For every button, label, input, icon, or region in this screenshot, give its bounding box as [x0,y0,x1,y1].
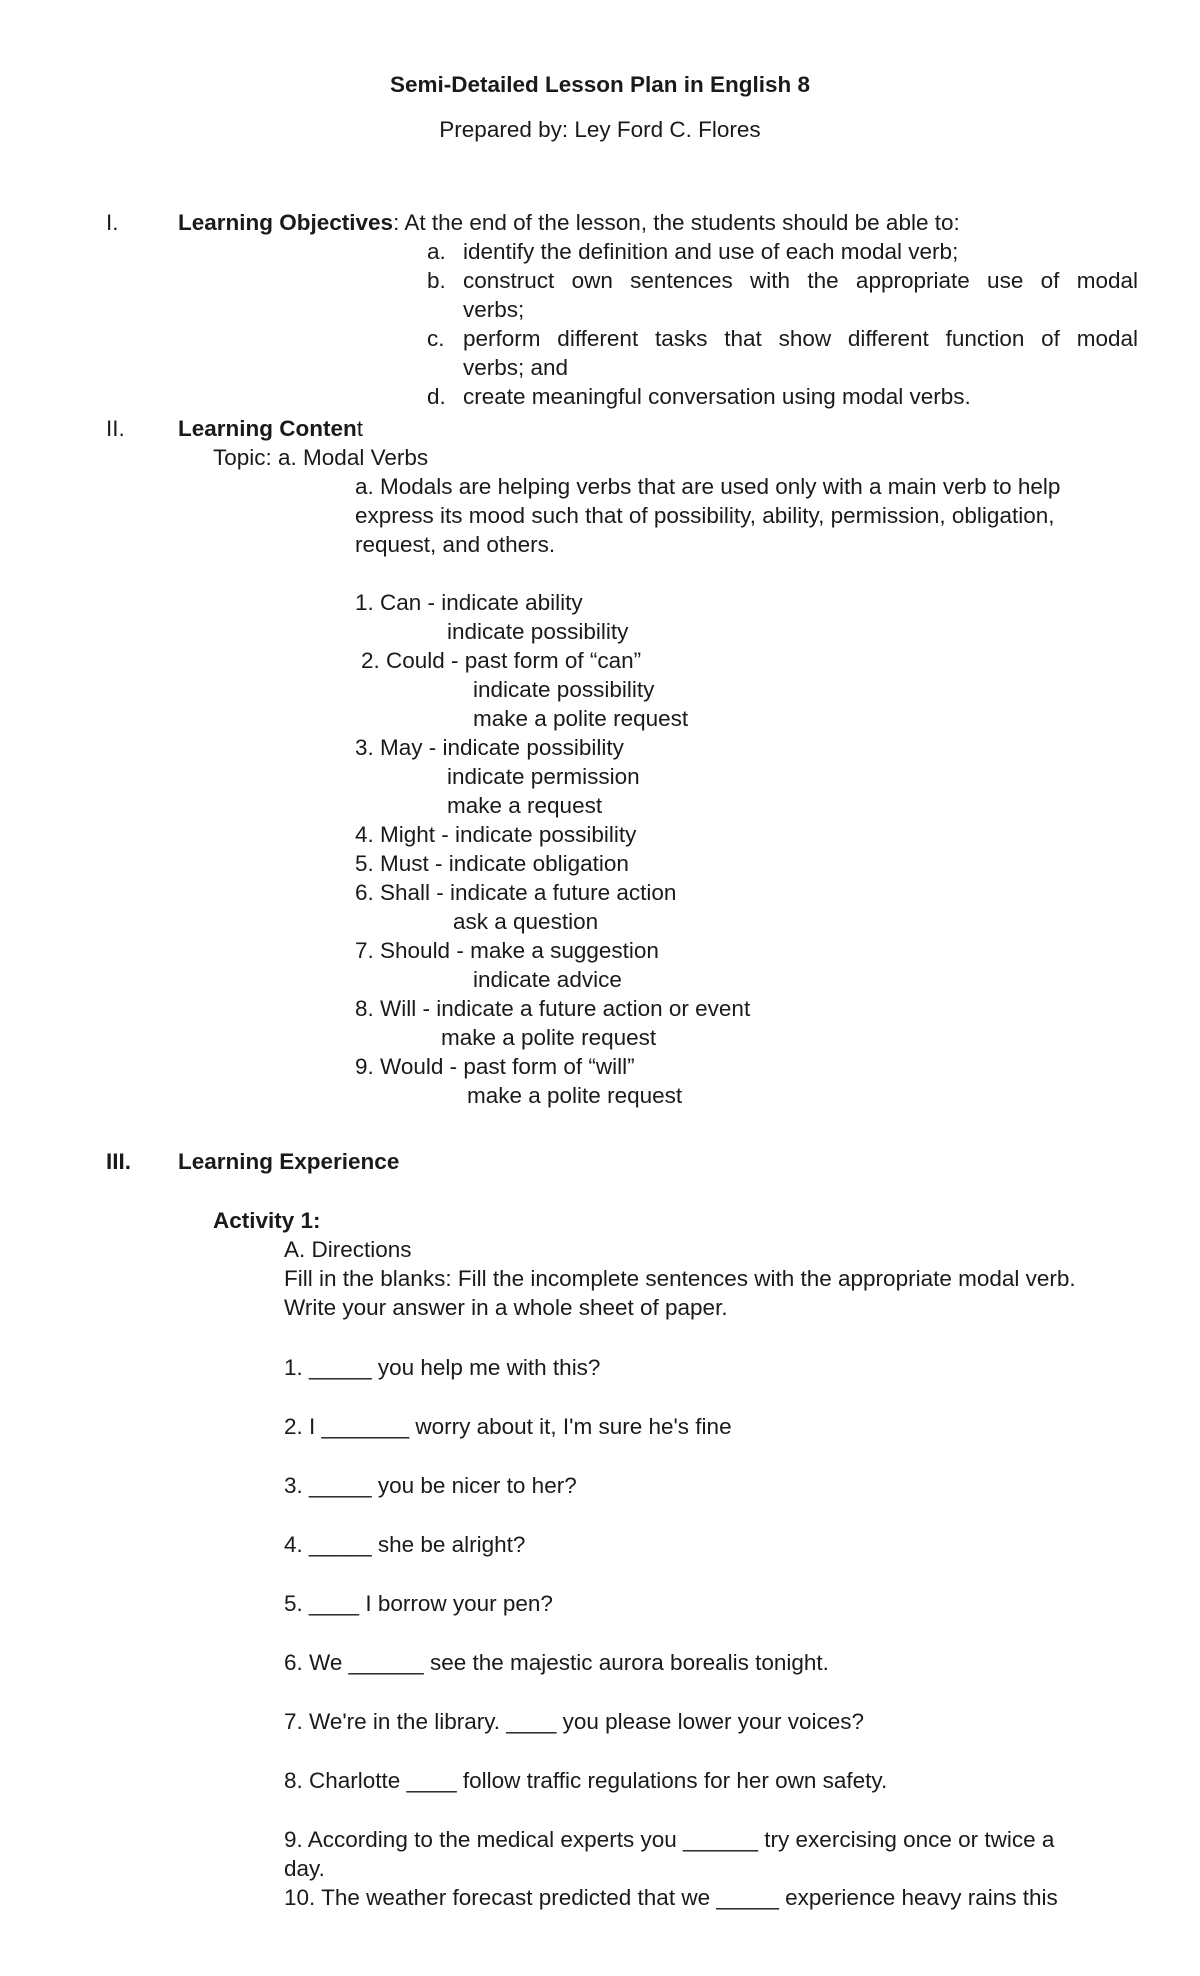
exercise-item: 6. We ______ see the majestic aurora borealis tonight. [284,1650,829,1675]
modal-could: 2. Could - past form of “can” [361,648,642,673]
section-numeral-2: II. [106,416,125,441]
modal-would-use: make a polite request [467,1083,683,1108]
modal-will-use: make a polite request [441,1025,657,1050]
exercise-item: 4. _____ she be alright? [284,1532,526,1557]
modal-would: 9. Would - past form of “will” [355,1054,635,1079]
exercise-item: 3. _____ you be nicer to her? [284,1473,577,1498]
modal-can: 1. Can - indicate ability [355,590,583,615]
modal-could-use: indicate possibility [473,677,655,702]
objectives-heading: Learning Objectives [178,210,394,235]
content-heading-tail: t [356,416,364,441]
page-title: Semi-Detailed Lesson Plan in English 8 [389,72,811,97]
objective-text-cont: verbs; [463,297,525,322]
objective-letter: d. [427,384,446,409]
exercise-item: 7. We're in the library. ____ you please lower your voices? [284,1709,865,1734]
experience-heading: Learning Experience [178,1149,400,1174]
section-numeral-3: III. [106,1149,132,1174]
objective-text: create meaningful conversation using modal verbs. [463,384,971,409]
definition-line: request, and others. [355,532,556,557]
modal-might: 4. Might - indicate possibility [355,822,637,847]
definition-line: a. Modals are helping verbs that are used only with a main verb to help [355,474,1061,499]
objective-text: identify the definition and use of each modal verb; [463,239,959,264]
modal-should: 7. Should - make a suggestion [355,938,659,963]
section-heading-objectives [178,208,960,237]
objective-letter: c. [427,326,445,351]
directions-text: Write your answer in a whole sheet of paper. [284,1295,728,1320]
modal-should-use: indicate advice [473,967,622,992]
activity-title: Activity 1: [213,1208,321,1233]
modal-shall: 6. Shall - indicate a future action [355,880,677,905]
content-heading: Learning Conten [178,416,357,441]
section-heading-content [178,414,363,443]
modal-could-use: make a polite request [473,706,689,731]
directions-label: A. Directions [284,1237,412,1262]
modal-may-use: indicate permission [447,764,640,789]
modal-must: 5. Must - indicate obligation [355,851,629,876]
exercise-item: 5. ____ I borrow your pen? [284,1591,553,1616]
modal-can-use: indicate possibility [447,619,629,644]
exercise-item-cont: day. [284,1856,325,1881]
directions-text: Fill in the blanks: Fill the incomplete sentences with the appropriate modal verb. [284,1266,1076,1291]
exercise-item: 2. I _______ worry about it, I'm sure he's fine [284,1414,732,1439]
section-numeral-1: I. [106,210,119,235]
objective-letter: b. [427,268,446,293]
modal-may-use: make a request [447,793,603,818]
topic-line: Topic: a. Modal Verbs [213,445,429,470]
exercise-item: 10. The weather forecast predicted that we _____ experience heavy rains this [284,1885,1058,1910]
objectives-intro: : At the end of the lesson, the students should be able to: [393,210,960,235]
exercise-item: 9. According to the medical experts you ______ try exercising once or twice a [284,1827,1055,1852]
exercise-item: 8. Charlotte ____ follow traffic regulations for her own safety. [284,1768,888,1793]
objective-text: perform different tasks that show different function of modal [463,326,1138,351]
modal-may: 3. May - indicate possibility [355,735,624,760]
objective-letter: a. [427,239,446,264]
prepared-by: Prepared by: Ley Ford C. Flores [439,117,761,142]
definition-line: express its mood such that of possibility, ability, permission, obligation, [355,503,1055,528]
modal-will: 8. Will - indicate a future action or event [355,996,751,1021]
modal-shall-use: ask a question [453,909,599,934]
exercise-item: 1. _____ you help me with this? [284,1355,601,1380]
objective-text: construct own sentences with the appropriate use of modal [463,268,1138,293]
objective-text-cont: verbs; and [463,355,569,380]
